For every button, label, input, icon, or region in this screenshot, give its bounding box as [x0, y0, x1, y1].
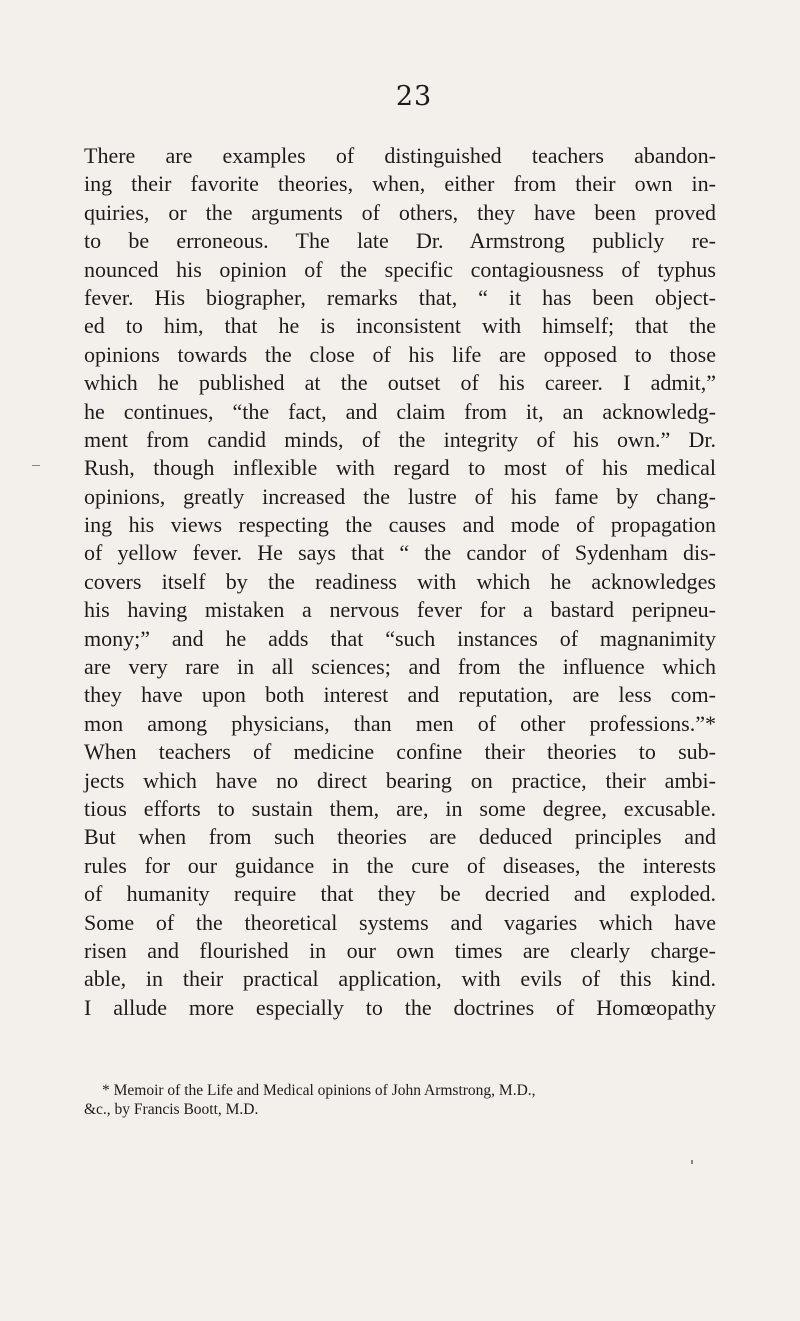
text-line: are very rare in all sciences; and from the influence which [84, 654, 716, 680]
text-line: Rush, though inflexible with regard to most of his medical [84, 455, 716, 481]
text-line: nounced his opinion of the specific contagiousness of typhus [84, 256, 716, 282]
text-line: But when from such theories are deduced principles and [84, 824, 716, 850]
text-line: risen and flourished in our own times are clearly charge- [84, 937, 716, 963]
text-line: quiries, or the arguments of others, they have been proved [84, 199, 716, 225]
text-line: mony;” and he adds that “such instances of magnanimity [84, 625, 716, 651]
text-line: ed to him, that he is inconsistent with himself; that the [84, 313, 716, 339]
text-line: jects which have no direct bearing on practice, their ambi- [84, 767, 716, 793]
text-line: Some of the theoretical systems and vagaries which have [84, 909, 716, 935]
margin-mark [32, 465, 40, 466]
text-line: tious efforts to sustain them, are, in some degree, excusable. [84, 795, 716, 821]
text-line: ing his views respecting the causes and mode of propagation [84, 512, 716, 538]
footnote [84, 1081, 716, 1119]
text-line: rules for our guidance in the cure of diseases, the interests [84, 852, 716, 878]
text-line: opinions, greatly increased the lustre of his fame by chang- [84, 483, 716, 509]
text-line: his having mistaken a nervous fever for a bastard peripneu- [84, 597, 716, 623]
text-line: to be erroneous. The late Dr. Armstrong publicly re- [84, 228, 716, 254]
text-line: which he published at the outset of his career. I admit,” [84, 370, 716, 396]
text-line: ment from candid minds, of the integrity of his own.” Dr. [84, 426, 716, 452]
text-line: ing their favorite theories, when, either from their own in- [84, 171, 716, 197]
body-text [84, 142, 716, 1022]
text-line: When teachers of medicine confine their theories to sub- [84, 739, 716, 765]
text-line: of humanity require that they be decried and exploded. [84, 881, 716, 907]
text-line: covers itself by the readiness with which he acknowledges [84, 568, 716, 594]
text-line: I allude more especially to the doctrines of Homœopathy [84, 994, 716, 1020]
footnote-line: &c., by Francis Boott, M.D. [84, 1101, 259, 1118]
text-line: of yellow fever. He says that “ the candor of Sydenham dis- [84, 540, 716, 566]
text-line: mon among physicians, than men of other professions.”* [84, 710, 716, 736]
scan-speck [691, 1160, 693, 1164]
text-line: opinions towards the close of his life are opposed to those [84, 341, 716, 367]
text-line: fever. His biographer, remarks that, “ it has been object- [84, 284, 716, 310]
text-line: There are examples of distinguished teachers abandon- [84, 143, 716, 168]
text-line: able, in their practical application, with evils of this kind. [84, 966, 716, 992]
text-line: they have upon both interest and reputation, are less com- [84, 682, 716, 708]
text-line: he continues, “the fact, and claim from it, an acknowledg- [84, 398, 716, 424]
page-number: 23 [395, 81, 433, 112]
footnote-line: * Memoir of the Life and Medical opinions of John Armstrong, M.D., [102, 1082, 536, 1099]
